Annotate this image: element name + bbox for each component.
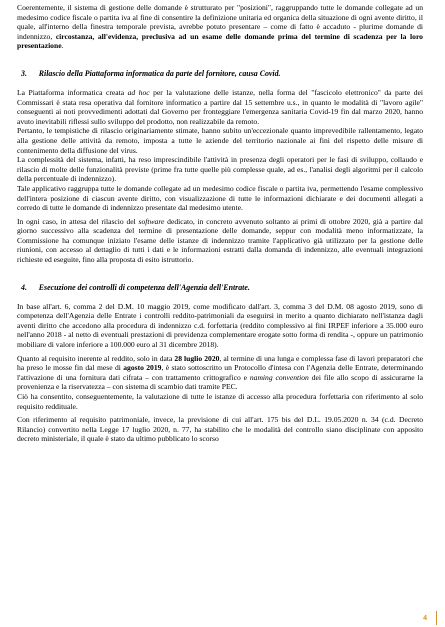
section-heading-4: 4. Esecuzione dei controlli di competenza dell'Agenzia dell'Entrate. <box>21 282 250 292</box>
paragraph-platform: La Piattaforma informatica creata ad hoc per la valutazione delle istanze, nella forma del "fascicolo elettronico" da parte dei Commissari è stata resa operativa dal fornitore informatico a partire dal 15 settembre u.s., in quanto le modalità di "lavoro agile" conseguenti ai noti provvedimenti adottati dal Governo per fronteggiare l'emergenza sanitaria Covid-19 fin dal marzo 2020, hanno avuto inevitabili riflessi sullo sviluppo del prodotto, non realizzabile da remoto. <box>17 87 423 126</box>
paragraph-positions: Coerentemente, il sistema di gestione delle domande è strutturato per "posizioni", raggruppando tutte le domande collegate ad un medesimo codice fiscale o partita iva al fine di consentire la definizione unitaria ed organica della situazione di ogni avente diritto, il quale, all'interno della finestra temporale prevista, avrebbe potuto presentare – come di fatto è accaduto - plurime domande di indennizzo, circostanza, all'evidenza, preclusiva ad un esame delle domande prima del termine di scadenza per la loro presentazione. <box>17 3 423 51</box>
paragraph-software: In ogni caso, in attesa del rilascio del software dedicato, in concreto avvenuto soltanto ai primi di ottobre 2020, già a partire dal giorno successivo alla scadenza del termine di presentazione delle domande, seppur con modalità meno informatizzate, la Commissione ha comunque iniziato l'esame delle istanze di indennizzo tramite l'applicativo già utilizzato per la gestione delle riunioni, con accesso al dettaglio di tutti i dati e le informazioni estratti dalla domanda di indennizzo, alle eventuali integrazioni richieste ed eseguite, fino alla proposta di esito istruttorio. <box>17 216 423 265</box>
page-number: 4 <box>423 615 427 622</box>
paragraph-timing: Pertanto, le tempistiche di rilascio originariamente stimate, hanno subito un'eccezionale quanto imprevedibile rallentamento, legato alla gestione delle attività da remoto, imposta a tutte le aziende del territorio nazionale ai fini del rispetto delle misure di contenimento della diffusione del virus. <box>17 126 423 155</box>
paragraph-income-requirement: Quanto al requisito inerente al reddito, solo in data 28 luglio 2020, al termine di una lunga e complessa fase di lavori preparatori che ha preso le mosse fin dal mese di agosto 2019, è stato sottoscritto un Protocollo d'intesa con l'Agenzia delle Entrate, determinando l'attivazione di una fornitura dati cifrata – con trattamento crittografico e naming convention dei file allo scopo di assicurarne la provenienza e la riservatezza – con sistema di scambio dati tramite PEC. <box>17 353 423 392</box>
paragraph-consequence: Ciò ha consentito, conseguentemente, la valutazione di tutte le istanze di accesso alla procedura forfettaria con riferimento al solo requisito reddituale. <box>17 392 423 411</box>
emphasis-bold: circostanza, all'evidenza, preclusiva ad un esame delle domande prima del termine di scadenza per la loro presentazione <box>17 31 423 51</box>
paragraph-asset-requirement: Con riferimento al requisito patrimoniale, invece, la previsione di cui all'art. 175 bis del D.L. 19.05.2020 n. 34 (c.d. Decreto Rilancio) convertito nella Legge 17 luglio 2020, n. 77, ha stabilito che le modalità del controllo siano disciplinate con apposito decreto ministeriale, il quale è stato da ultimo pubblicato lo scorso <box>17 415 423 444</box>
paragraph-complexity: La complessità del sistema, infatti, ha reso imprescindibile l'attività in presenza degli operatori per le fasi di sviluppo, collaudo e rilascio di molte delle funzionalità previste (prime fra tutte quelle più complesse quale, ad es., l'analisi degli algoritmi per il calcolo della percentuale di indennizzo). <box>17 155 423 184</box>
section-heading-3: 3. Rilascio della Piattaforma informatica da parte del fornitore, causa Covid. <box>21 68 281 78</box>
page-number-rule <box>436 611 437 625</box>
paragraph-dm-controls: In base all'art. 6, comma 2 del D.M. 10 maggio 2019, come modificato dall'art. 3, comma 3 del D.M. 08 agosto 2019, sono di competenza dell'Agenzia delle Entrate i controlli reddito-patrimoniali da eseguirsi in merito a quanto dichiarato nell'istanza dagli aventi diritto che accedono alla procedura di indennizzo c.d. forfettaria (reddito complessivo ai fini IRPEF inferiore a 35.000 euro nell'anno 2018 - al netto di eventuali prestazioni di previdenza complementare erogate sotto forma di rendita -, oppure un patrimonio mobiliare di valore inferiore a 100.000 euro al 31 dicembre 2018). <box>17 301 423 350</box>
paragraph-application: Tale applicativo raggruppa tutte le domande collegate ad un medesimo codice fiscale o partita iva, permettendo l'esame complessivo dell'intera posizione di ciascun avente diritto, con visualizzazione di tutte le informazioni dichiarate e dei documenti allegati a corredo di tutte le domande di indennizzo presentate dal medesimo utente. <box>17 183 423 213</box>
